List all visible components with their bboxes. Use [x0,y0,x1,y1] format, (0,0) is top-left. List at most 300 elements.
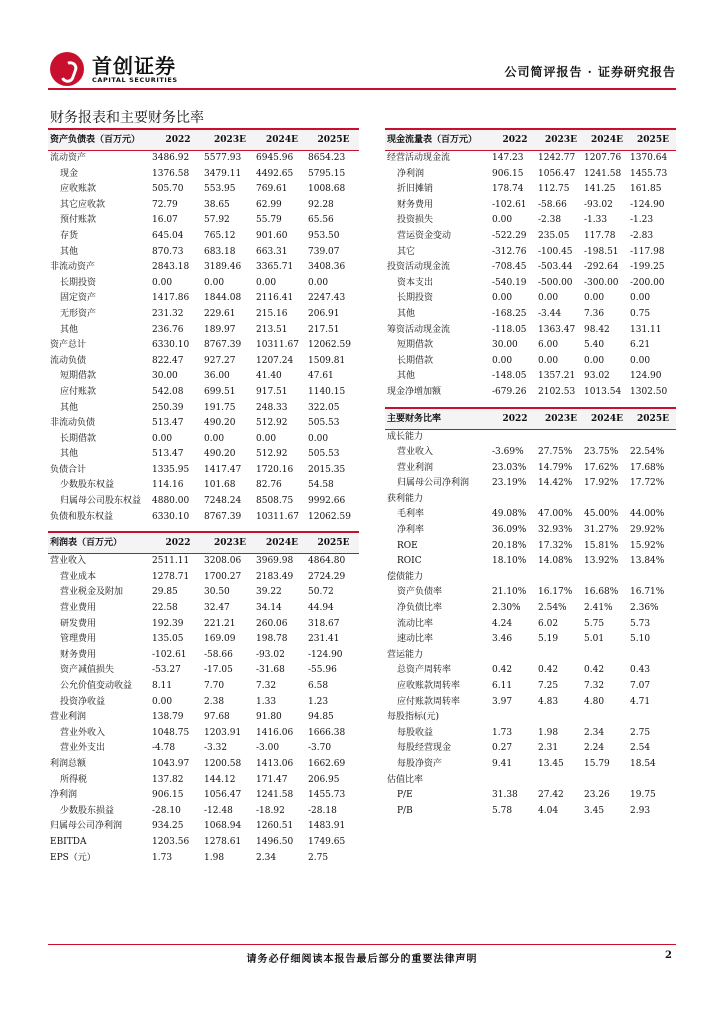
cell-value: 4.83 [538,696,559,707]
cell-value: 16.17% [538,587,573,598]
cell-value: 1376.58 [152,168,190,179]
cell-value: 27.42 [538,790,564,801]
cell-value: 7.32 [584,681,605,691]
cell-value: 1.98 [204,852,225,863]
cell-value: 4492.65 [256,168,294,179]
cell-value: 2015.35 [308,464,346,475]
cell-value: 1241.58 [256,790,294,801]
row-label: 预付账款 [60,215,97,226]
cell-value [492,710,538,726]
cell-value: -100.45 [538,246,573,257]
row-label: 投资损失 [397,215,434,226]
cell-value: 34.14 [256,603,282,614]
cell-value: 1200.58 [204,758,242,769]
cell-value: 221.21 [204,618,236,629]
cell-value: 217.51 [308,324,340,335]
footer-divider [48,944,676,945]
row-label: 经营活动现金流 [387,153,451,163]
cell-value: 14.08% [538,556,573,567]
row-label: 其他 [60,246,79,257]
cell-value: 1700.27 [204,571,242,582]
income-statement-row [48,601,359,617]
cell-value: 505.70 [152,184,184,195]
logo-subtext: CAPITAL SECURITIES [92,76,178,84]
cell-value: -199.25 [630,262,665,273]
cell-value: -31.68 [256,665,285,676]
cell-value: 2247.43 [308,293,346,304]
ratio-row [385,554,676,570]
income-statement-row [48,695,359,711]
cell-value: 322.05 [308,402,340,413]
cell-value [630,710,676,726]
cell-value: 101.68 [204,480,236,491]
cell-value: 112.75 [538,184,570,195]
row-label: 每股指标(元) [387,712,440,723]
cell-value: 50.72 [308,587,334,598]
cell-value: 6330.10 [152,340,190,351]
row-label: 营业费用 [60,603,97,614]
cell-value: 513.47 [152,418,184,429]
balance-sheet-row [48,276,359,292]
column-header: 2025E [308,129,359,151]
balance-sheet-row [48,510,359,526]
row-label: P/E [397,790,413,801]
income-statement-row [48,757,359,773]
row-label: 公允价值变动收益 [60,681,133,691]
row-label: 营业收入 [50,556,87,567]
row-label: EPS（元） [50,852,96,863]
cell-value: 2511.11 [152,556,190,567]
cell-value: 4.24 [492,618,513,629]
row-label: 存货 [60,230,79,241]
cell-value: -200.00 [630,277,665,288]
row-label: 应付账款 [60,386,97,397]
cell-value: 1413.06 [256,758,294,769]
ratio-row [385,539,676,555]
cell-value: 0.00 [256,433,277,444]
section-title: 财务报表和主要财务比率 [50,110,204,126]
cell-value: 0.75 [630,308,651,319]
cell-value: 5.40 [584,340,605,351]
ratio-row [385,507,676,523]
ratio-row [385,788,676,804]
cell-value: 97.68 [204,712,230,723]
balance-sheet-row [48,323,359,339]
cell-value: -124.90 [630,199,665,210]
cell-value: 137.82 [152,774,184,785]
cell-value: 0.00 [584,293,605,304]
ratio-row [385,523,676,539]
cell-value: 5577.93 [204,153,242,163]
cell-value: 15.81% [584,540,619,551]
row-label: 非流动负债 [50,418,96,429]
balance-sheet-row [48,260,359,276]
row-label: 净利率 [397,525,425,536]
ratio-row [385,429,676,445]
row-label: 营运资金变动 [397,230,452,241]
cell-value: 5795.15 [308,168,346,179]
cell-value: 553.95 [204,184,236,195]
row-label: 所得税 [60,774,88,785]
cell-value: 953.50 [308,230,340,241]
ratio-row [385,663,676,679]
cell-value: 2.24 [584,743,605,754]
income-statement-row [48,773,359,789]
page-header [48,49,676,87]
cell-value: 5.19 [538,634,559,645]
row-label: 其它应收款 [60,199,106,210]
cell-value: 31.27% [584,525,619,536]
header-divider [48,88,676,90]
balance-sheet-row [48,463,359,479]
cash-flow-row [385,260,676,276]
ratio-row [385,570,676,586]
cell-value: -28.10 [152,805,181,816]
cell-value [584,648,630,664]
cell-value: 32.47 [204,603,230,614]
cell-value: 45.00% [584,509,619,520]
row-label: 成长能力 [387,431,424,442]
cell-value: 198.78 [256,634,288,645]
cell-value: 114.16 [152,480,184,491]
row-label: 筹资活动现金流 [387,324,451,335]
cell-value: 23.26 [584,790,610,801]
cell-value: 229.61 [204,308,236,319]
balance-sheet-row [48,385,359,401]
cell-value: 906.15 [492,168,524,179]
cell-value: 2183.49 [256,571,294,582]
cell-value: 44.94 [308,603,334,614]
row-label: 应付账款周转率 [397,696,461,707]
cell-value: 38.65 [204,199,230,210]
cell-value: 206.95 [308,774,340,785]
row-label: 其他 [397,308,416,319]
cell-value: 39.22 [256,587,282,598]
row-label: 归属母公司净利润 [50,821,123,832]
cell-value: 739.07 [308,246,340,257]
cell-value: 1.73 [492,727,513,738]
balance-sheet-row [48,494,359,510]
ratio-row [385,679,676,695]
cell-value: 870.73 [152,246,184,257]
column-header: 2025E [630,129,676,151]
row-label: 偿债能力 [387,571,424,582]
row-label: 营业利润 [50,712,87,723]
cell-value: 927.27 [204,355,236,366]
cell-value: 901.60 [256,230,288,241]
cell-value: 13.84% [630,556,665,567]
row-label: 其它 [397,246,416,257]
cell-value: 3969.98 [256,556,294,567]
cash-flow-row [385,182,676,198]
cell-value: 16.07 [152,215,178,226]
row-label: P/B [397,805,413,816]
row-label: 资产负债率 [397,587,443,598]
column-header: 2022 [492,408,538,430]
column-header: 2023E [538,408,584,430]
table-title: 利润表（百万元） [48,532,152,554]
cell-value: 57.92 [204,215,230,226]
cell-value: 1720.16 [256,464,294,475]
cell-value: 2.36% [630,603,659,614]
cell-value: 1357.21 [538,371,576,382]
cell-value [538,648,584,664]
cell-value: 192.39 [152,618,184,629]
cell-value: 0.00 [492,293,513,304]
cell-value: 21.10% [492,587,527,598]
cell-value: -58.66 [538,199,567,210]
cell-value: 0.00 [492,355,513,366]
cell-value: 171.47 [256,774,288,785]
cell-value: 10311.67 [256,340,299,351]
cell-value: -500.00 [538,277,573,288]
income-statement-row [48,648,359,664]
cell-value: 0.00 [152,277,173,288]
cell-value: 7.36 [584,308,605,319]
cell-value: 1363.47 [538,324,576,335]
row-label: 估值比率 [387,774,424,785]
cell-value: 1207.76 [584,153,622,163]
cell-value: 318.67 [308,618,340,629]
cell-value: 4880.00 [152,496,190,507]
cell-value: 1278.71 [152,571,190,582]
cell-value: 18.54 [630,758,656,769]
cell-value: 0.00 [256,277,277,288]
ratio-row [385,585,676,601]
column-header: 2022 [492,129,538,151]
table-header [385,408,676,430]
cell-value: -148.05 [492,371,527,382]
cell-value: 0.00 [204,277,225,288]
row-label: 现金净增加额 [387,386,442,397]
income-statement-row [48,788,359,804]
cell-value: 3189.46 [204,262,242,273]
page-number: 2 [665,950,672,961]
cell-value: 65.56 [308,215,334,226]
cell-value: 1260.51 [256,821,294,832]
cell-value: 4864.80 [308,556,346,567]
income-statement-row [48,585,359,601]
column-header: 2022 [152,532,204,554]
income-statement-row [48,710,359,726]
cell-value: -93.02 [584,199,613,210]
ratio-row [385,492,676,508]
cell-value: 2.75 [308,852,329,863]
cell-value [630,492,676,508]
balance-sheet-row [48,198,359,214]
cell-value [492,648,538,664]
cell-value: 0.00 [538,293,559,304]
cell-value: 117.78 [584,230,616,241]
cell-value [584,773,630,789]
row-label: ROIC [397,556,422,567]
row-label: 投资净收益 [60,696,106,707]
cash-flow-row [385,229,676,245]
cell-value: 699.51 [204,386,236,397]
cell-value: -198.51 [584,246,619,257]
income-statement-row [48,726,359,742]
cell-value: 0.42 [584,665,605,676]
row-label: 每股经营现金 [397,743,452,754]
income-statement-row [48,804,359,820]
cell-value: -1.33 [584,215,608,226]
cell-value: 161.85 [630,184,662,195]
row-label: 现金 [60,168,79,179]
cell-value: 0.42 [538,665,559,676]
balance-sheet-row [48,182,359,198]
column-header: 2025E [630,408,676,430]
cell-value: 6945.96 [256,153,294,163]
cell-value: 13.92% [584,556,619,567]
cell-value: 15.92% [630,540,665,551]
row-label: 应收账款 [60,184,97,195]
cell-value: 1370.64 [630,153,668,163]
cell-value [584,429,630,445]
row-label: 流动负债 [50,355,87,366]
legal-disclaimer: 请务必仔细阅读本报告最后部分的重要法律声明 [246,954,478,965]
cell-value: 490.20 [204,449,236,460]
ratio-row [385,804,676,820]
column-header: 2024E [584,408,630,430]
cell-value: 4.04 [538,805,559,816]
cell-value: 10311.67 [256,511,299,522]
cell-value: 4.71 [630,696,651,707]
cell-value: 248.33 [256,402,288,413]
cell-value: 124.90 [630,371,662,382]
row-label: 管理费用 [60,634,97,645]
row-label: 长期借款 [397,355,434,366]
report-type: 公司简评报告 · 证券研究报告 [504,65,676,79]
cell-value: -540.19 [492,277,527,288]
table-header [48,532,359,554]
cell-value: 17.68% [630,462,665,473]
cell-value: 0.00 [538,355,559,366]
cell-value: 934.25 [152,821,184,832]
cell-value: 2.31 [538,743,559,754]
cell-value: 55.79 [256,215,282,226]
income-statement-row [48,632,359,648]
cell-value: 2.54% [538,603,567,614]
balance-sheet-row [48,291,359,307]
cash-flow-row [385,151,676,167]
income-statement-row [48,663,359,679]
row-label: 研发费用 [60,618,97,629]
column-header: 2025E [308,532,359,554]
cell-value: 1048.75 [152,727,190,738]
cell-value: 1207.24 [256,355,294,366]
cell-value: 769.61 [256,184,288,195]
cell-value: 138.79 [152,712,184,723]
ratio-row [385,773,676,789]
cell-value: 18.10% [492,556,527,567]
cell-value: -2.38 [538,215,562,226]
cell-value: 1203.91 [204,727,242,738]
cell-value: 62.99 [256,199,282,210]
column-header: 2024E [256,532,308,554]
balance-sheet-row [48,478,359,494]
cell-value: 0.00 [204,433,225,444]
cell-value: 6.00 [538,340,559,351]
table-title: 主要财务比率 [385,408,492,430]
column-header: 2022 [152,129,204,151]
cell-value: 0.00 [630,355,651,366]
row-label: 净利润 [397,168,425,179]
cell-value: -3.69% [492,447,524,458]
cell-value: 178.74 [492,184,524,195]
ratio-row [385,617,676,633]
row-label: 营业外支出 [60,743,106,754]
cell-value: 93.02 [584,371,610,382]
cell-value: 490.20 [204,418,236,429]
cell-value: 47.61 [308,371,334,382]
cell-value: 3.46 [492,634,513,645]
cell-value: 12062.59 [308,511,351,522]
cell-value: 31.38 [492,790,518,801]
cell-value: 9992.66 [308,496,346,507]
row-label: 营业利润 [397,462,434,473]
cell-value: 6.02 [538,618,559,629]
row-label: 资产总计 [50,340,87,351]
cell-value: 17.72% [630,478,665,489]
cell-value: 1483.91 [308,821,346,832]
cell-value: 2116.41 [256,293,294,304]
cell-value: 1844.08 [204,293,242,304]
cell-value: 98.42 [584,324,610,335]
cell-value: 206.91 [308,308,340,319]
cell-value: -53.27 [152,665,181,676]
income-statement-row [48,617,359,633]
cell-value: 513.47 [152,449,184,460]
cell-value: 2.41% [584,603,613,614]
row-label: 固定资产 [60,293,97,304]
cell-value: 0.00 [630,293,651,304]
cell-value: -300.00 [584,277,619,288]
cell-value: 1496.50 [256,836,294,847]
table-header [385,129,676,151]
cell-value: 1013.54 [584,386,622,397]
cell-value: 131.11 [630,324,662,335]
cell-value: 16.68% [584,587,619,598]
balance-sheet-row [48,354,359,370]
cell-value: -3.00 [256,743,280,754]
cell-value: 2.38 [204,696,225,707]
cell-value: 30.00 [492,340,518,351]
cell-value: 8508.75 [256,496,294,507]
cell-value: 765.12 [204,230,236,241]
cell-value: 1043.97 [152,758,190,769]
cell-value: 3365.71 [256,262,294,273]
cell-value: 54.58 [308,480,334,491]
cell-value: 5.78 [492,805,513,816]
cell-value: 1662.69 [308,758,346,769]
cell-value: 17.32% [538,540,573,551]
row-label: 总资产周转率 [397,665,452,676]
cell-value: -28.18 [308,805,337,816]
row-label: 营运能力 [387,649,424,660]
cell-value: 0.00 [152,696,173,707]
cell-value: 3208.06 [204,556,242,567]
cell-value: 5.10 [630,634,651,645]
balance-sheet-row [48,416,359,432]
cell-value: 29.85 [152,587,178,598]
row-label: 其他 [60,402,79,413]
cell-value: 2.54 [630,743,651,754]
cell-value: 1241.58 [584,168,622,179]
cell-value: 250.39 [152,402,184,413]
cell-value: -503.44 [538,262,573,273]
cell-value: 27.75% [538,447,573,458]
cell-value: 3.45 [584,805,605,816]
